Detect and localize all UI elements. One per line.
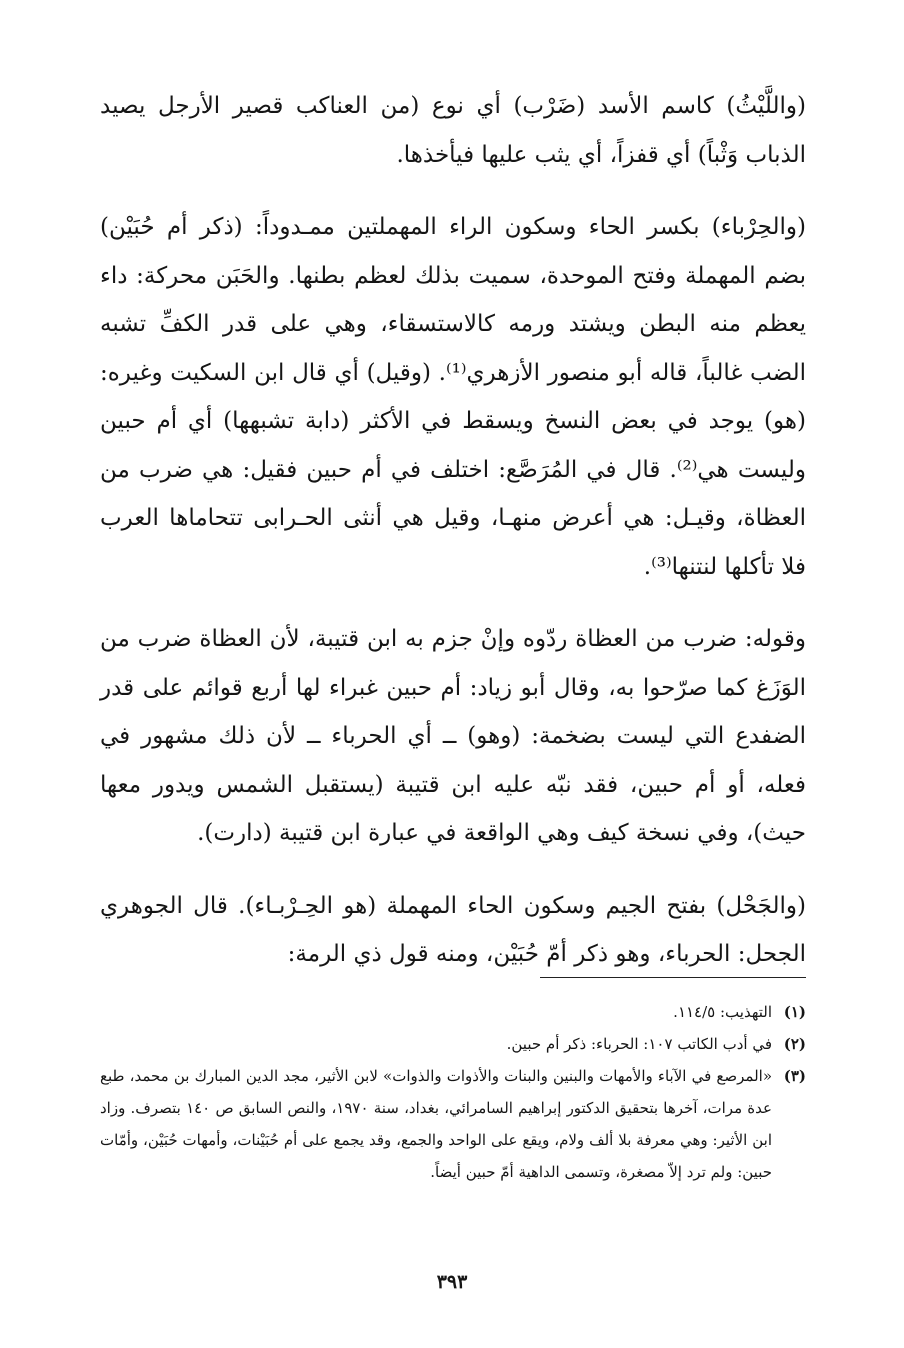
footnote-3: [100, 1060, 806, 1188]
footnote-number: (٢): [783, 1035, 806, 1053]
footnote-2: [100, 1028, 806, 1060]
footnote-number: (٣): [783, 1067, 806, 1085]
footnote-text: التهذيب: ١١٤/٥.: [673, 1003, 772, 1021]
footnote-1: [100, 996, 806, 1028]
footnotes: [100, 996, 806, 1188]
paragraph-layth: (واللَّيْثُ) كاسم الأسد (ضَرْب) أي نوع (من العناكب قصير الأرجل يصيد الذباب وَثْباً) أي قفزاً، أي يثب عليها فيأخذها.: [100, 93, 806, 168]
main-text: [100, 82, 806, 979]
footnote-text: في أدب الكاتب ١٠٧: الحرباء: ذكر أم حبين.: [506, 1035, 772, 1053]
paragraph-hirba: (والحِرْباء) بكسر الحاء وسكون الراء المهملتين ممـدوداً: (ذكر أم حُبَيْن) بضم المهملة وفتح الموحدة، سميت بذلك لعظم بطنها. والحَبَن محركة: داء يعظم منه البطن ويشتد ورمه كالاستسقاء، وهي على قدر الكفِّ تشبه الضب غالباً، قاله أبو منصور الأزهري⁽¹⁾. (وقيل) أي قال ابن السكيت وغيره: (هو) يوجد في بعض النسخ ويسقط في الأكثر (دابة تشبهها) أي أم حبين وليست هي⁽²⁾. قال في المُرَصَّع: اختلف في أم حبين فقيل: هي ضرب من العظاة، وقيـل: هي أعرض منهـا، وقيل هي أنثى الحـرابى تتحاماها العرب فلا تأكلها لنتنها⁽³⁾.: [100, 214, 806, 580]
paragraph-jahl: (والجَحْل) بفتح الجيم وسكون الحاء المهملة (هو الحِـرْبـاء). قال الجوهري الجحل: الحرباء، وهو ذكر أمّ حُبَيْن، ومنه قول ذي الرمة:: [100, 892, 806, 967]
paragraph-qawluhu: وقوله: ضرب من العظاة ردّوه وإنْ جزم به ابن قتيبة، لأن العظاة ضرب من الوَزَغ كما صرّحوا به، وقال أبو زياد: أم حبين غبراء لها أربع قوائم على قدر الضفدع التي ليست بضخمة: (وهو) ــ أي الحرباء ــ لأن ذلك مشهور في فعله، أو أم حبين، فقد نبّه عليه ابن قتيبة (يستقبل الشمس ويدور معها حيث)، وفي نسخة كيف وهي الواقعة في عبارة ابن قتيبة (دارت).: [100, 626, 806, 846]
footnote-divider: [540, 977, 806, 978]
page-number: ٣٩٣: [436, 1271, 468, 1293]
footnote-number: (١): [783, 1003, 806, 1021]
footnote-text: «المرصع في الآباء والأمهات والبنين والبنات والأذوات والذوات» لابن الأثير، مجد الدين المبارك بن محمد، طبع عدة مرات، آخرها بتحقيق الدكتور إبراهيم السامرائي، بغداد، سنة ١٩٧٠، والنص السابق ص ١٤٠ بتصرف. وزاد ابن الأثير: وهي معرفة بلا ألف ولام، ويقع على الواحد والجمع، وقد يجمع على أم حُبَيْنات، وأمهات حُبَيْن، وأمّات حبين: ولم ترد إلاّ مصغرة، وتسمى الداهية أمّ حبين أيضاً.: [100, 1067, 772, 1181]
